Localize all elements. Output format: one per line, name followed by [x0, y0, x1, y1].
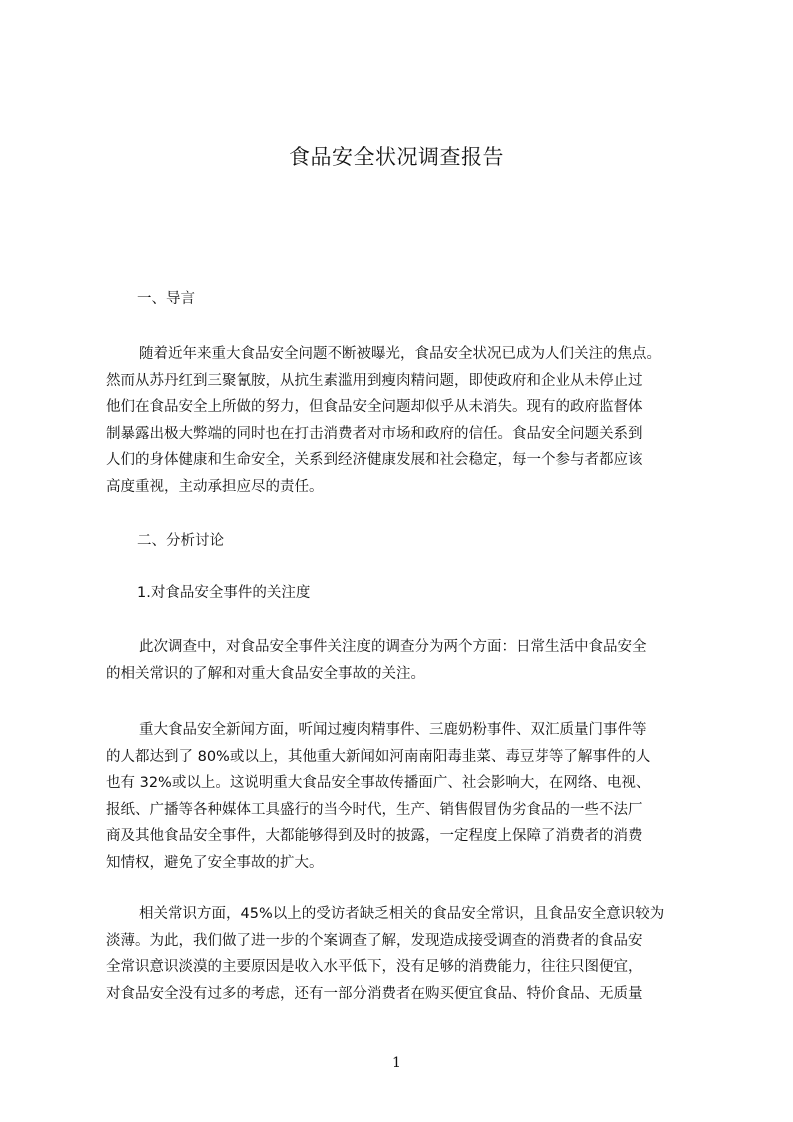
paragraph-line: 商及其他食品安全事件，大都能够得到及时的披露，一定程度上保障了消费者的消费: [106, 828, 643, 844]
paragraph-line: 知情权，避免了安全事故的扩大。: [106, 854, 324, 871]
paragraph-line: 的相关常识的了解和对重大食品安全事故的关注。: [106, 665, 425, 682]
paragraph-line: 人们的身体健康和生命安全，关系到经济健康发展和社会稳定，每一个参与者都应该: [106, 452, 643, 468]
paragraph-line: 的人都达到了 80%或以上，其他重大新闻如河南南阳毒韭菜、毒豆芽等了解事件的人: [106, 748, 651, 765]
paragraph-line: 制暴露出极大弊端的同时也在打击消费者对市场和政府的信任。食品安全问题关系到: [106, 425, 643, 442]
page-number: 1: [392, 1055, 401, 1071]
paragraph-line: 然而从苏丹红到三聚氰胺，从抗生素滥用到瘦肉精问题，即使政府和企业从未停止过: [106, 372, 643, 389]
section-heading-intro: 一、导言: [137, 291, 195, 307]
paragraph-line: 全常识意识淡漠的主要原因是收入水平低下，没有足够的消费能力，往往只图便宜，: [106, 959, 643, 975]
section-heading-analysis: 二、分析讨论: [137, 533, 224, 549]
paragraph-line: 相关常识方面，45%以上的受访者缺乏相关的食品安全常识，且食品安全意识较为: [139, 906, 665, 922]
paragraph-line: 淡薄。为此，我们做了进一步的个案调查了解，发现造成接受调查的消费者的食品安: [106, 932, 643, 949]
paragraph-major-news: [106, 717, 700, 876]
paragraph-survey: [106, 634, 700, 687]
paragraph-line: 报纸、广播等各种媒体工具盛行的当今时代，生产、销售假冒伪劣食品的一些不法厂: [106, 801, 643, 818]
paragraph-line: 他们在食品安全上所做的努力，但食品安全问题却似乎从未消失。现有的政府监督体: [106, 399, 643, 415]
paragraph-intro: [106, 341, 700, 500]
paragraph-line: 随着近年来重大食品安全问题不断被曝光，食品安全状况已成为人们关注的焦点。: [139, 346, 661, 362]
document-title: 食品安全状况调查报告: [289, 145, 504, 169]
paragraph-line: 重大食品安全新闻方面，听闻过瘦肉精事件、三鹿奶粉事件、双汇质量门事件等: [139, 722, 647, 738]
paragraph-line: 也有 32%或以上。这说明重大食品安全事故传播面广、社会影响大，在网络、电视、: [106, 775, 651, 791]
paragraph-line: 高度重视，主动承担应尽的责任。: [106, 478, 324, 495]
paragraph-line: 对食品安全没有过多的考虑，还有一部分消费者在购买便宜食品、特价食品、无质量: [106, 985, 643, 1002]
paragraph-common-sense: [106, 901, 700, 1007]
subsection-heading-attention: 1.对食品安全事件的关注度: [137, 585, 311, 601]
paragraph-line: 此次调查中，对食品安全事件关注度的调查分为两个方面：日常生活中食品安全: [139, 639, 647, 655]
